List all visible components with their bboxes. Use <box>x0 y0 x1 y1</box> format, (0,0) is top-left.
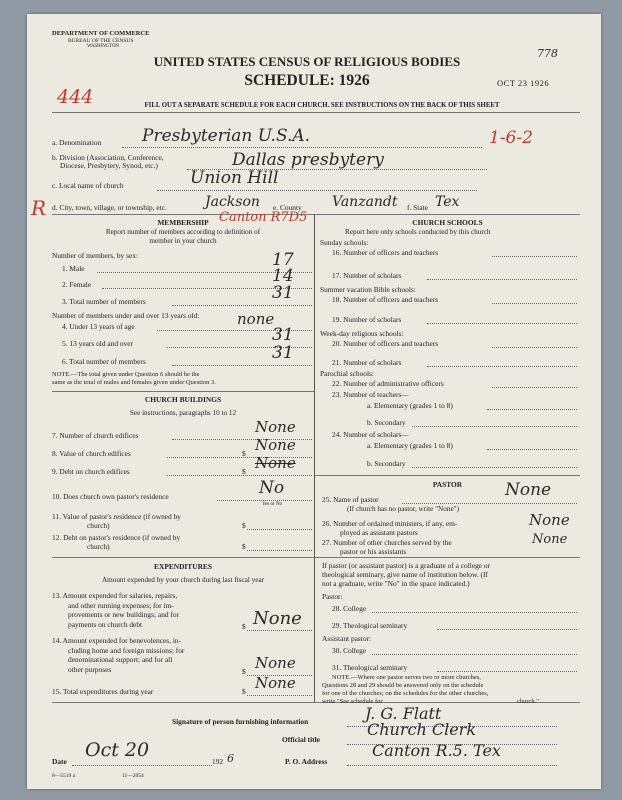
q30-label: 30. College <box>332 646 367 655</box>
weekday-schools-label: Week-day religious schools: <box>320 329 404 338</box>
denomination-label: a. Denomination <box>52 138 102 147</box>
q7-value: None <box>255 418 296 436</box>
q8-label: 8. Value of church edifices <box>52 449 131 458</box>
q3-label: 3. Total number of members <box>62 297 146 306</box>
q24b-label: b. Secondary <box>367 459 406 468</box>
graduate-note-1: If pastor (or assistant pastor) is a graduate of a college or <box>322 561 491 570</box>
q12-label-1: 12. Debt on pastor's residence (if owned by <box>52 533 181 542</box>
q8-value: None <box>255 436 296 454</box>
handwritten-r: R <box>31 196 47 220</box>
q14-label: 14. Amount expended for benevolences, in- cluding home and foreign missions; for denominational support; and for all other purposes <box>52 636 185 674</box>
denomination-value: Presbyterian U.S.A. <box>142 126 311 146</box>
sunday-schools-label: Sunday schools: <box>320 238 369 247</box>
q10-label: 10. Does church own pastor's residence <box>52 492 169 501</box>
q23b-label: b. Secondary <box>367 418 406 427</box>
q2-label: 2. Female <box>62 280 92 289</box>
buildings-heading: CHURCH BUILDINGS <box>144 395 222 404</box>
assistant-subhead: Assistant pastor: <box>322 634 372 643</box>
q11-label-1: 11. Value of pastor's residence (if owned by <box>52 512 181 521</box>
year-suffix: 6 <box>227 752 234 765</box>
summer-schools-label: Summer vacation Bible schools: <box>320 285 416 294</box>
q13-value: None <box>253 608 302 629</box>
q23-label: 23. Number of teachers— <box>332 390 409 399</box>
q12-dollar: $ <box>242 542 246 551</box>
print-number: 11—2054 <box>122 773 144 779</box>
bureau-city: WASHINGTON <box>87 44 119 49</box>
city-label: d. City, town, village, or township, etc. <box>52 203 167 212</box>
q9-dollar: $ <box>242 467 246 476</box>
q29-label: 29. Theological seminary <box>332 621 408 630</box>
handwritten-code: 1-6-2 <box>489 128 533 148</box>
q24-label: 24. Number of scholars— <box>332 430 409 439</box>
age-heading: Number of members under and over 13 years old: <box>52 311 200 320</box>
q6-label: 6. Total number of members <box>62 357 146 366</box>
q25-label: 25. Name of pastor <box>322 495 379 504</box>
q17-label: 17. Number of scholars <box>332 271 402 280</box>
red-annotation: Canton R7D5 <box>219 210 308 225</box>
pastor-note-1: NOTE.—Where one pastor serves two or more churches, <box>332 674 481 681</box>
buildings-intro: See instructions, paragraphs 10 to 12 <box>129 409 237 417</box>
expenditures-heading: EXPENDITURES <box>154 562 212 571</box>
handwritten-serial: 444 <box>57 86 94 108</box>
date-value: Oct 20 <box>85 739 150 761</box>
q20-label: 20. Number of officers and teachers <box>332 339 439 348</box>
q4-value: none <box>237 310 275 328</box>
division-label-line1: b. Division (Association, Conference, <box>52 153 164 162</box>
q10-value: No <box>259 478 285 498</box>
q13-label: 13. Amount expended for salaries, repairs, and other running expenses; for im- provements or new buildings; and for payments on church debt <box>52 591 180 629</box>
membership-intro-2: member in your church <box>149 237 217 245</box>
form-title: UNITED STATES CENSUS OF RELIGIOUS BODIES <box>153 54 461 69</box>
signature-value: J. G. Flatt <box>365 704 442 723</box>
q15-label: 15. Total expenditures during year <box>52 687 154 696</box>
parochial-schools-label: Parochial schools: <box>320 369 374 378</box>
form-subtitle: SCHEDULE: 1926 <box>244 72 370 89</box>
q27-label-1: 27. Number of other churches served by the <box>322 538 452 547</box>
official-title-label: Official title <box>282 735 320 744</box>
q9-value: None <box>255 454 296 472</box>
graduate-note-2: theological seminary, give name of institution below. (If <box>322 570 488 579</box>
department-name: DEPARTMENT OF COMMERCE <box>52 30 150 37</box>
q2-value: 14 <box>272 266 294 286</box>
signature-label: Signature of person furnishing information <box>172 717 309 726</box>
county-value: Vanzandt <box>332 194 398 210</box>
schools-intro: Report here only schools conducted by this church <box>345 228 491 236</box>
expenditures-intro: Amount expended by your church during last fiscal year <box>101 576 265 584</box>
date-label: Date <box>52 757 67 766</box>
pastor-heading: PASTOR <box>432 480 463 489</box>
q19-label: 19. Number of scholars <box>332 315 402 324</box>
received-date-stamp: OCT 23 1926 <box>497 78 550 88</box>
membership-note-1: NOTE.—The total given under Question 6 should be the <box>52 371 200 378</box>
membership-note-2: same as the total of males and females given under Question 3. <box>52 379 216 386</box>
city-value: Jackson <box>205 194 260 210</box>
graduate-note-3: not a graduate, write "No" in the space indicated.) <box>322 579 470 588</box>
q21-label: 21. Number of scholars <box>332 358 402 367</box>
po-address-value: Canton R.5. Tex <box>372 741 501 760</box>
q25-value: None <box>505 480 552 500</box>
pastor-subhead: Pastor: <box>322 592 343 601</box>
q26-label-1: 26. Number of ordained ministers, if any, em- <box>322 519 458 528</box>
q7-label: 7. Number of church edifices <box>52 431 139 440</box>
q5-label: 5. 13 years old and over <box>62 339 134 348</box>
division-value: Dallas presbytery <box>232 150 384 170</box>
q18-label: 18. Number of officers and teachers <box>332 295 439 304</box>
division-label-line2: Diocese, Presbytery, Synod, etc.) <box>60 161 158 170</box>
q27-value: None <box>532 532 568 547</box>
membership-heading: MEMBERSHIP <box>157 218 209 227</box>
pastor-note-5: church." <box>517 698 539 705</box>
q14-value: None <box>255 654 296 672</box>
year-prefix: 192 <box>212 757 224 766</box>
bureau-name: BUREAU OF THE CENSUS <box>68 38 134 44</box>
pastor-note-2: Questions 28 and 29 should be answered only on the schedule <box>322 682 484 689</box>
schools-heading: CHURCH SCHOOLS <box>412 218 483 227</box>
pastor-note-3: for one of the churches; on the schedules for the other churches, <box>322 690 489 697</box>
q15-value: None <box>255 674 296 692</box>
q11-label-2: church) <box>87 521 110 530</box>
q28-label: 28. College <box>332 604 367 613</box>
pastor-note-4: write "See schedule for <box>322 698 383 705</box>
state-label: f. State <box>407 203 428 212</box>
q25-note: (If church has no pastor, write "None") <box>347 505 459 513</box>
q4-label: 4. Under 13 years of age <box>62 322 135 331</box>
q24a-label: a. Elementary (grades 1 to 8) <box>367 441 453 450</box>
q26-value: None <box>529 511 570 529</box>
q16-label: 16. Number of officers and teachers <box>332 248 439 257</box>
q1-label: 1. Male <box>62 264 85 273</box>
po-address-label: P. O. Address <box>285 757 328 766</box>
q11-dollar: $ <box>242 521 246 530</box>
q9-label: 9. Debt on church edifices <box>52 467 130 476</box>
state-value: Tex <box>435 194 460 210</box>
stamp-number: 778 <box>537 47 558 60</box>
county-label: e. County <box>273 203 302 212</box>
q8-dollar: $ <box>242 449 246 458</box>
q12-label-2: church) <box>87 542 110 551</box>
q6-value: 31 <box>272 343 294 363</box>
official-title-value: Church Clerk <box>367 720 477 739</box>
q27-label-2: pastor or his assistants <box>340 547 407 556</box>
church-name-value: Union Hill <box>190 168 279 188</box>
instruction-line: FILL OUT A SEPARATE SCHEDULE FOR EACH CHURCH. SEE INSTRUCTIONS ON THE BACK OF THIS SHEET <box>144 102 500 109</box>
q14-dollar: $ <box>242 667 246 676</box>
q26-label-2: ployed as assistant pastors <box>340 528 418 537</box>
q23a-label: a. Elementary (grades 1 to 8) <box>367 401 453 410</box>
church-name-label: c. Local name of church <box>52 181 124 190</box>
membership-intro-1: Report number of members according to definition of <box>105 228 261 236</box>
form-number: 8—5519 a <box>52 773 76 779</box>
q15-dollar: $ <box>242 687 246 696</box>
q5-value: 31 <box>272 325 294 345</box>
by-sex-label: Number of members, by sex: <box>52 251 138 260</box>
q31-label: 31. Theological seminary <box>332 663 408 672</box>
yes-no-hint: Yes or No <box>262 502 283 507</box>
q22-label: 22. Number of administrative officers <box>332 379 444 388</box>
census-schedule-sheet <box>27 14 601 789</box>
q13-dollar: $ <box>242 622 246 631</box>
q1-value: 17 <box>272 250 294 270</box>
q3-value: 31 <box>272 283 294 303</box>
